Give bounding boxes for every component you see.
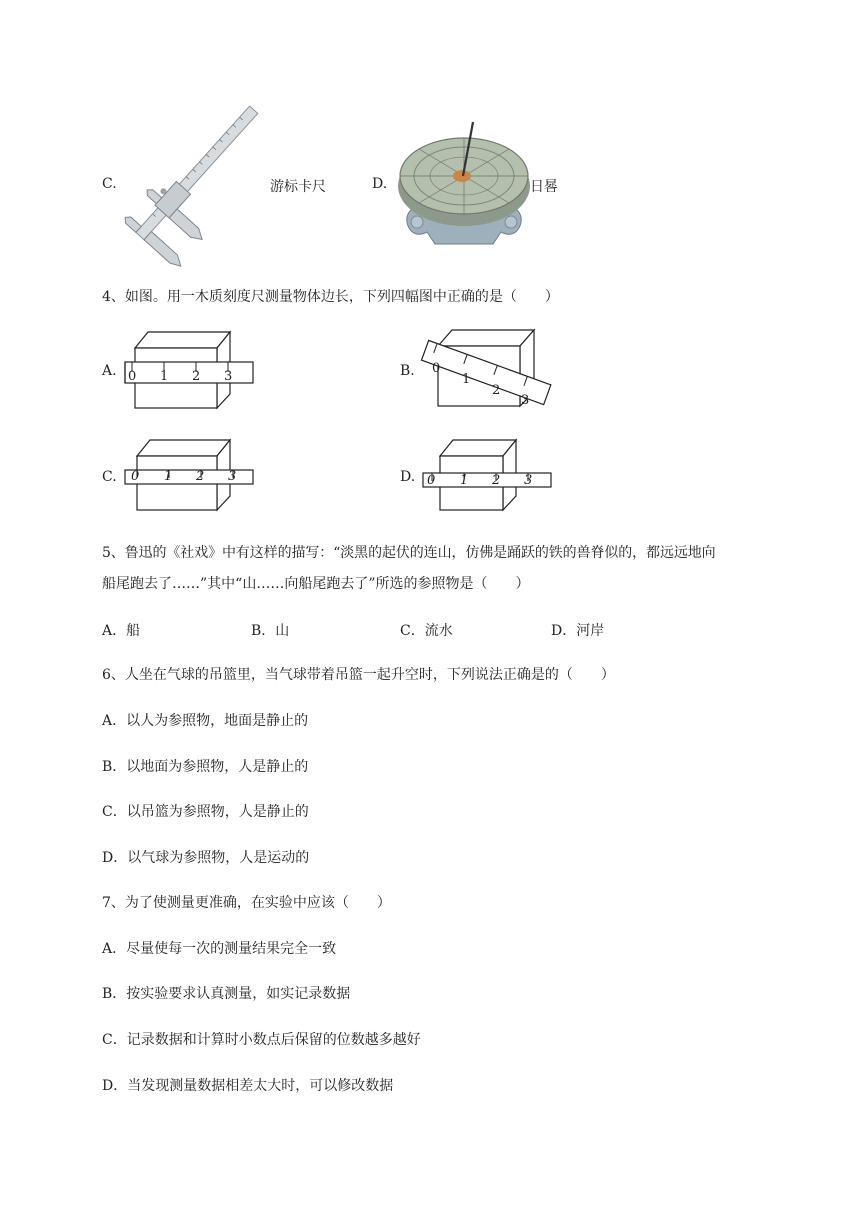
- q5-stem-line1: 5、鲁迅的《社戏》中有这样的描写：“淡黑的起伏的连山，仿佛是踊跃的铁的兽脊似的，都远远地向: [102, 545, 716, 561]
- q3-option-d-text: 日晷: [530, 179, 558, 195]
- q7-option-b: B．按实验要求认真测量，如实记录数据: [102, 986, 351, 1002]
- q4-a-tick-2: 2: [192, 369, 201, 384]
- q6-option-a: A．以人为参照物，地面是静止的: [102, 713, 309, 729]
- q6-option-c: C．以吊篮为参照物，人是静止的: [102, 804, 309, 820]
- q4-figure-c: [120, 438, 260, 514]
- q4-a-tick-0: 0: [128, 369, 137, 384]
- q4-d-tick-1: 1: [460, 473, 469, 488]
- sundial-image: [395, 120, 533, 246]
- q5-stem-line2: 船尾跑去了……”其中“山……向船尾跑去了”所选的参照物是（ ）: [102, 576, 530, 592]
- q7-option-c: C．记录数据和计算时小数点后保留的位数越多越好: [102, 1032, 421, 1048]
- q4-option-b-letter: B.: [400, 363, 415, 379]
- q4-b-tick-2: 2: [492, 383, 501, 398]
- q4-d-tick-2: 2: [492, 473, 501, 488]
- q4-option-d-letter: D.: [400, 469, 416, 485]
- q4-figure-d: [418, 438, 558, 514]
- q3-option-d-letter: D.: [372, 176, 388, 192]
- q5-option-d: D．河岸: [551, 623, 605, 639]
- q7-stem: 7、为了使测量更准确，在实验中应该（ ）: [102, 895, 391, 911]
- q4-c-tick-3: 3: [228, 469, 237, 484]
- q4-c-tick-2: 2: [196, 469, 205, 484]
- q4-option-a-letter: A.: [102, 363, 117, 379]
- q6-stem: 6、人坐在气球的吊篮里，当气球带着吊篮一起升空时，下列说法正确是的（ ）: [102, 667, 615, 683]
- q4-a-tick-3: 3: [224, 369, 233, 384]
- q6-option-d: D．以气球为参照物，人是运动的: [102, 850, 310, 866]
- q4-b-tick-0: 0: [432, 361, 441, 376]
- q4-c-tick-0: 0: [131, 469, 140, 484]
- q5-option-b: B．山: [251, 623, 290, 639]
- q6-option-b: B．以地面为参照物，人是静止的: [102, 759, 309, 775]
- q4-stem: 4、如图。用一木质刻度尺测量物体边长，下列四幅图中正确的是（ ）: [102, 289, 559, 305]
- q3-option-c-text: 游标卡尺: [270, 179, 326, 195]
- q7-option-a: A．尽量使每一次的测量结果完全一致: [102, 941, 337, 957]
- q4-d-tick-0: 0: [427, 473, 436, 488]
- q5-option-a: A．船: [102, 623, 141, 639]
- vernier-caliper-image: [122, 112, 272, 247]
- q4-b-tick-1: 1: [462, 372, 471, 387]
- q4-b-tick-3: 3: [521, 393, 530, 408]
- q5-option-c: C．流水: [400, 623, 453, 639]
- q7-option-d: D．当发现测量数据相差太大时，可以修改数据: [102, 1078, 394, 1094]
- q4-c-tick-1: 1: [164, 469, 173, 484]
- q3-option-c-letter: C.: [102, 176, 117, 192]
- q4-figure-a: [120, 328, 260, 413]
- q4-d-tick-3: 3: [524, 473, 533, 488]
- q4-a-tick-1: 1: [160, 369, 169, 384]
- q4-option-c-letter: C.: [102, 469, 117, 485]
